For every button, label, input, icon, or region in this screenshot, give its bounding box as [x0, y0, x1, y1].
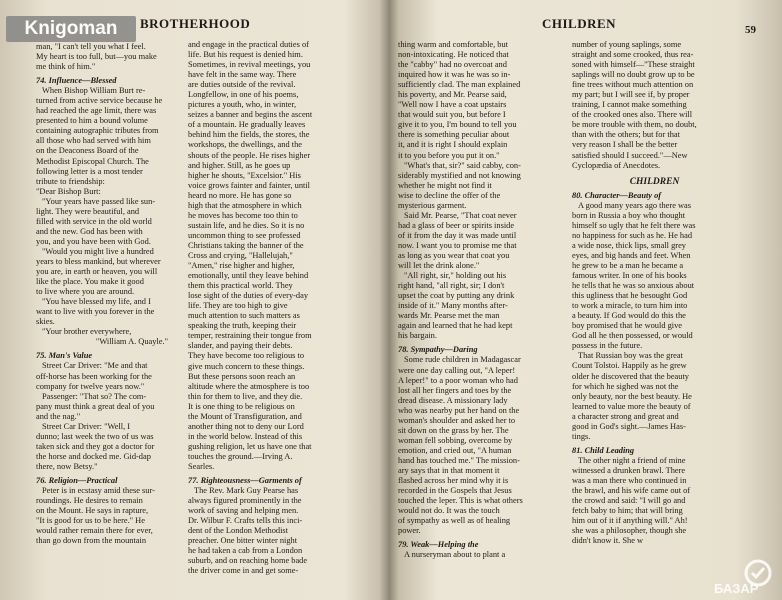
text-line: soned with himself—"These straight: [572, 60, 695, 70]
text-line: him out of it if anything will." Ah!: [572, 516, 688, 526]
text-line: upset the coat by putting any drink: [398, 291, 515, 301]
text-line: and higher. Still, as he goes up: [188, 160, 291, 170]
text-line: pictures a youth, who, in winter,: [188, 100, 297, 110]
text-line: ary says that in that moment it: [398, 465, 500, 475]
text-line: than with the others; but for that: [572, 130, 680, 140]
text-line: will let the drink alone.": [398, 261, 480, 271]
text-line: there is something peculiar about: [398, 130, 510, 140]
text-line: "Your brother everywhere,: [42, 327, 132, 337]
page-number: 59: [745, 24, 756, 36]
text-line: "What's that, sir?" said cabby, con-: [404, 160, 521, 170]
bazar-logo-text: БАЗАР: [714, 581, 759, 596]
text-line: didn't know it. She w: [572, 536, 644, 546]
running-header-left: BROTHERHOOD: [140, 16, 251, 31]
text-line: Said Mr. Pearse, "That coat never: [404, 210, 517, 220]
text-line: roundings. He desires to remain: [36, 496, 143, 506]
text-line: she was a philosopher, though she: [572, 526, 687, 536]
section-heading: 74. Influence—Blessed: [36, 76, 117, 86]
section-heading: 75. Man's Value: [36, 351, 93, 361]
text-line: he grew to be a man he became a: [572, 260, 684, 270]
text-line: flashed across her mind why it is: [398, 476, 509, 486]
text-line: power.: [398, 526, 421, 536]
text-line: fine trees without much attention on: [572, 80, 694, 90]
text-line: voice grows fainter and fainter, until: [188, 180, 310, 190]
text-line: this ugliness that he besought God: [572, 291, 688, 301]
text-line: me think of him.": [36, 62, 96, 72]
text-line: It is one thing to be religious on: [188, 401, 295, 411]
text-line: skies.: [36, 317, 55, 327]
text-line: dread disease. A missionary lady: [398, 395, 508, 405]
text-line: would rather remain there for ever,: [36, 526, 153, 536]
text-line: The other night a friend of mine: [578, 455, 686, 465]
text-line: Dr. Wilbur F. Crafts tells this inci-: [188, 516, 303, 526]
text-line: Street Car Driver: "Well, I: [42, 421, 131, 431]
text-line: older he discovered that the beauty: [572, 371, 689, 381]
text-line: They have become too religious to: [188, 351, 305, 361]
text-line: have felt in the same way. There: [188, 70, 297, 80]
text-line: sufficiently clad. The man explained: [398, 80, 521, 90]
text-line: high that the atmosphere in which: [188, 200, 302, 210]
text-line: Methodist Episcopal Church. The: [36, 156, 149, 166]
text-line: touches the ground.—Irving A.: [188, 451, 293, 461]
text-line: "Well now I have a coat upstairs: [398, 100, 507, 110]
text-line: dent of the London Methodist: [188, 526, 289, 536]
text-line: he had taken a cab from a London: [188, 546, 303, 556]
text-line: woman fell sobbing, overcome by: [398, 435, 513, 445]
text-line: life. They are too high to give: [188, 301, 288, 311]
text-line: siderably mystified and not knowing: [398, 170, 521, 180]
text-line: "You have blessed my life, and I: [42, 297, 151, 307]
text-line: woman's shoulder and asked her to: [398, 415, 516, 425]
section-heading: 77. Righteousness—Garments of: [188, 476, 302, 486]
text-line: "Would you might live a hundred: [42, 246, 154, 256]
text-line: no happiness for such as he. He had: [572, 230, 693, 240]
text-line: training, I cannot make something: [572, 100, 687, 110]
text-line: Sometimes, in revival meetings, you: [188, 60, 311, 70]
text-line: wise to decline the offer of the: [398, 190, 501, 200]
text-line: and the new. God has been with: [36, 226, 143, 236]
text-line: "Your years have passed like sun-: [42, 196, 156, 206]
text-line: Searles.: [188, 461, 215, 471]
text-line: Street Car Driver: "Me and that: [42, 361, 148, 371]
text-line: fetch baby to him; that will bring: [572, 506, 683, 516]
left-page-column-2: [188, 40, 338, 576]
text-line: to live where you are around.: [36, 287, 135, 297]
text-line: "It is good for us to be here." He: [36, 516, 145, 526]
text-line: tribute to friendship:: [36, 176, 105, 186]
text-line: famous writer. In one of his books: [572, 271, 687, 281]
text-line: the crowd and said: "I will go and: [572, 496, 686, 506]
text-line: you, and you have been with God.: [36, 236, 151, 246]
text-line: life. But his request is denied him.: [188, 50, 303, 60]
text-line: A good many years ago there was: [578, 200, 692, 210]
text-line: and the nag.": [36, 411, 81, 421]
text-line: company for twelve years now.": [36, 381, 145, 391]
text-line: born in Russia a boy who thought: [572, 210, 686, 220]
text-line: only beauty, nor the best beauty. He: [572, 391, 692, 401]
right-page: [392, 0, 782, 600]
text-line: want to live with you forever in the: [36, 307, 155, 317]
right-page-column-2: [572, 40, 737, 546]
text-line: of a mountain. He gradually leaves: [188, 120, 306, 130]
text-line: himself so ugly that he felt there was: [572, 220, 696, 230]
text-line: temper, restraining their tongue from: [188, 331, 312, 341]
text-line: in the world below. Instead of this: [188, 431, 303, 441]
text-line: the Mount of Transfiguration, and: [188, 411, 302, 421]
text-line: presented to him a bound volume: [36, 116, 148, 126]
text-line: whether he might not find it: [398, 180, 492, 190]
text-line: "Dear Bishop Burt:: [36, 186, 101, 196]
text-line: was a man there who continued in: [572, 475, 687, 485]
text-line: shouts of the people. He rises higher: [188, 150, 311, 160]
text-line: sustain life, and he dies. So it is no: [188, 220, 305, 230]
text-line: A leper!" to a poor woman who had: [398, 375, 518, 385]
text-line: inquired how it was he was so in-: [398, 70, 511, 80]
text-line: seizes a banner and begins the ascent: [188, 110, 313, 120]
text-line: witnessed a drunken brawl. There: [572, 465, 686, 475]
text-line: "All right, sir," holding out his: [404, 271, 507, 281]
text-line: a character strong and great and: [572, 411, 679, 421]
text-line: give it to you, I'm bound to tell you: [398, 120, 517, 130]
text-line: The Rev. Mark Guy Pearse has: [194, 486, 299, 496]
text-line: touched the leper. This is what others: [398, 496, 523, 506]
text-line: to work a miracle, to turn him into: [572, 301, 688, 311]
text-line: Christians taking the banner of the: [188, 240, 304, 250]
text-line: for which he sighed was not the: [572, 381, 679, 391]
text-line: non-intoxicating. He noticed that: [398, 50, 509, 60]
text-line: learned to value more the beauty of: [572, 401, 691, 411]
text-line: hand has touched me." The mission-: [398, 455, 520, 465]
left-page: [0, 0, 388, 600]
text-line: speaking the truth, keeping their: [188, 321, 297, 331]
text-line: much attention to such matters as: [188, 311, 300, 321]
text-line: there, now Betsy.": [36, 461, 98, 471]
text-line: turned from active service because he: [36, 96, 163, 106]
text-line: he moves has become too thin to: [188, 210, 298, 220]
text-line: were one day calling out, "A leper!: [398, 365, 516, 375]
text-line: gushing religion, let us have one that: [188, 441, 312, 451]
text-line: that would suit you, but before I: [398, 110, 506, 120]
text-line: thin for them to live, and they die.: [188, 391, 303, 401]
text-line: Some rude children in Madagascar: [404, 355, 521, 365]
text-line: my part; but I will see if, by proper: [572, 90, 690, 100]
text-line: of the crooked ones also. There will: [572, 110, 693, 120]
text-line: That Russian boy was the great: [578, 351, 683, 361]
text-line: But these persons soon reach an: [188, 371, 296, 381]
text-line: containing autographic tributes from: [36, 126, 159, 136]
text-line: Cyclopædia of Anecdotes.: [572, 160, 661, 170]
text-line: a beauty. If God would do this the: [572, 311, 686, 321]
text-line: Cross and crying, "Hallelujah,": [188, 250, 293, 260]
text-line: wards Mr. Pearse met the man: [398, 311, 500, 321]
text-line: good in God's sight.—James Has-: [572, 421, 686, 431]
bazar-watermark-logo: [712, 555, 778, 597]
text-line: saplings will no doubt grow up to be: [572, 70, 695, 80]
text-line: would not do. It was the touch: [398, 506, 500, 516]
text-line: eyes, and big hands and feet. When: [572, 250, 691, 260]
text-line: another thing not to deny our Lord: [188, 421, 304, 431]
section-heading: 78. Sympathy—Daring: [398, 345, 478, 355]
text-line: work of saving and helping men.: [188, 506, 299, 516]
text-line: very reason I shall be the better: [572, 140, 678, 150]
text-line: than go down from the mountain: [36, 536, 147, 546]
text-line: his bargain.: [398, 331, 437, 341]
text-line: preacher. One bitter winter night: [188, 536, 298, 546]
knigoman-logo: Knigoman: [6, 16, 136, 42]
text-line: mysterious garment.: [398, 200, 467, 210]
text-line: the "cabby" had no overcoat and: [398, 60, 507, 70]
text-line: be more trouble with them, no doubt,: [572, 120, 697, 130]
text-line: all those who had served with him: [36, 136, 151, 146]
text-line: uncommon thing to see professed: [188, 230, 301, 240]
section-heading: 80. Character—Beauty of: [572, 190, 662, 200]
text-line: recorded in the Gospels that Jesus: [398, 486, 512, 496]
text-line: slander, and paying their debts.: [188, 341, 293, 351]
section-heading: 79. Weak—Helping the: [398, 540, 479, 550]
text-line: number of young saplings, some: [572, 40, 682, 49]
text-line: behind him the fields, the stores, the: [188, 130, 310, 140]
text-line: possess in the future.: [572, 341, 643, 351]
left-page-column-1: [36, 42, 176, 546]
text-line: emotion, and cried out, "A human: [398, 445, 512, 455]
section-heading: 81. Child Leading: [572, 445, 635, 455]
text-line: the horse and docked me. Gid-dap: [36, 451, 151, 461]
text-line: lost all her fingers and toes by the: [398, 385, 512, 395]
text-line: he tells that he was so anxious about: [572, 281, 695, 291]
text-line: God all he then possessed, or would: [572, 331, 693, 341]
text-line: like the place. You make it good: [36, 277, 144, 287]
text-line: workshops, the dwellings, and the: [188, 140, 302, 150]
text-line: are duties outside of the revival.: [188, 80, 296, 90]
text-line: light. They were beautiful, and: [36, 206, 140, 216]
text-line: you are, in earth or heaven, you will: [36, 267, 158, 277]
text-line: had a glass of beer or spirits inside: [398, 220, 515, 230]
text-line: had reached the age limit, there was: [36, 106, 157, 116]
text-line: Longfellow, in one of his poems,: [188, 90, 299, 100]
text-line: and engage in the practical duties of: [188, 40, 309, 49]
text-line: the brawl, and his wife came out of: [572, 486, 691, 496]
text-line: it, and it is right I should explain: [398, 140, 508, 150]
text-line: When Bishop William Burt re-: [42, 86, 146, 96]
text-line: give much concern to these things.: [188, 361, 305, 371]
text-line: of sympathy as well as of healing: [398, 516, 511, 526]
text-line: Peter is in ecstasy amid these sur-: [42, 486, 155, 496]
text-line: A nurseryman about to plant a: [404, 550, 506, 560]
text-line: on the Deaconess Board of the: [36, 146, 139, 156]
text-line: again and learned that he had kept: [398, 321, 513, 331]
text-line: years to bless mankind, but wherever: [36, 256, 161, 266]
right-page-column-1: [398, 40, 558, 560]
text-line: heard no more. He has gone so: [188, 190, 292, 200]
text-line: who was nearby put her hand on the: [398, 405, 520, 415]
text-line: lose sight of the duties of every-day: [188, 291, 309, 301]
text-line: his poverty, and Mr. Pearse said,: [398, 90, 507, 100]
text-line: as long as you wear that coat you: [398, 250, 510, 260]
text-line: man, "I can't tell you what I feel.: [36, 42, 146, 51]
text-line: of it from the day it was made until: [398, 230, 517, 240]
text-line: filled with service in the old world: [36, 216, 152, 226]
text-line: sit down on the grass by her. The: [398, 425, 509, 435]
text-line: Passenger: "That so? The com-: [42, 391, 147, 401]
text-line: following letter is a most tender: [36, 166, 143, 176]
text-line: always figured prominently in the: [188, 496, 302, 506]
text-line: straight and some crooked, thus rea-: [572, 50, 694, 60]
text-line: taken sick and they got a doctor for: [36, 441, 155, 451]
text-line: thing warm and comfortable, but: [398, 40, 509, 49]
text-line: boy promised that he would give: [572, 321, 683, 331]
text-line: inside of it." Many months after-: [398, 301, 508, 311]
text-line: pany must think a great deal of you: [36, 401, 155, 411]
section-heading: 76. Religion—Practical: [36, 475, 118, 485]
text-line: emotionally, until they leave behind: [188, 271, 309, 281]
text-line: tings.: [572, 431, 591, 441]
text-line: altitude where the atmosphere is too: [188, 381, 310, 391]
text-line: it to you before you put it on.": [398, 150, 500, 160]
running-header-right: CHILDREN: [542, 16, 617, 31]
text-line: now. I want you to promise me that: [398, 240, 517, 250]
text-line: suburb, and on reaching home bade: [188, 556, 308, 566]
text-line: satisfied should I succeed."—New: [572, 150, 688, 160]
text-line: "William A. Quayle.": [95, 337, 168, 347]
text-line: My heart is too full, but—you make: [36, 52, 157, 62]
bazar-logo-icon: [712, 555, 778, 597]
text-line: Count Tolstoi. Happily as he grew: [572, 361, 687, 371]
text-line: right hand, "all right, sir; I don't: [398, 281, 505, 291]
text-line: dunno; last week the two of us was: [36, 431, 154, 441]
text-line: them this practical world. They: [188, 281, 293, 291]
text-line: a wide nose, thick lips, small grey: [572, 240, 686, 250]
text-line: higher he shouts, "Excelsior." His: [188, 170, 301, 180]
text-line: the driver come in and get some-: [188, 566, 299, 576]
text-line: off-horse has been working for the: [36, 371, 152, 381]
section-heading: CHILDREN: [629, 176, 680, 187]
text-line: "Amen," rise higher and higher,: [188, 261, 295, 271]
text-line: on the Mount. He says in rapture,: [36, 506, 149, 516]
